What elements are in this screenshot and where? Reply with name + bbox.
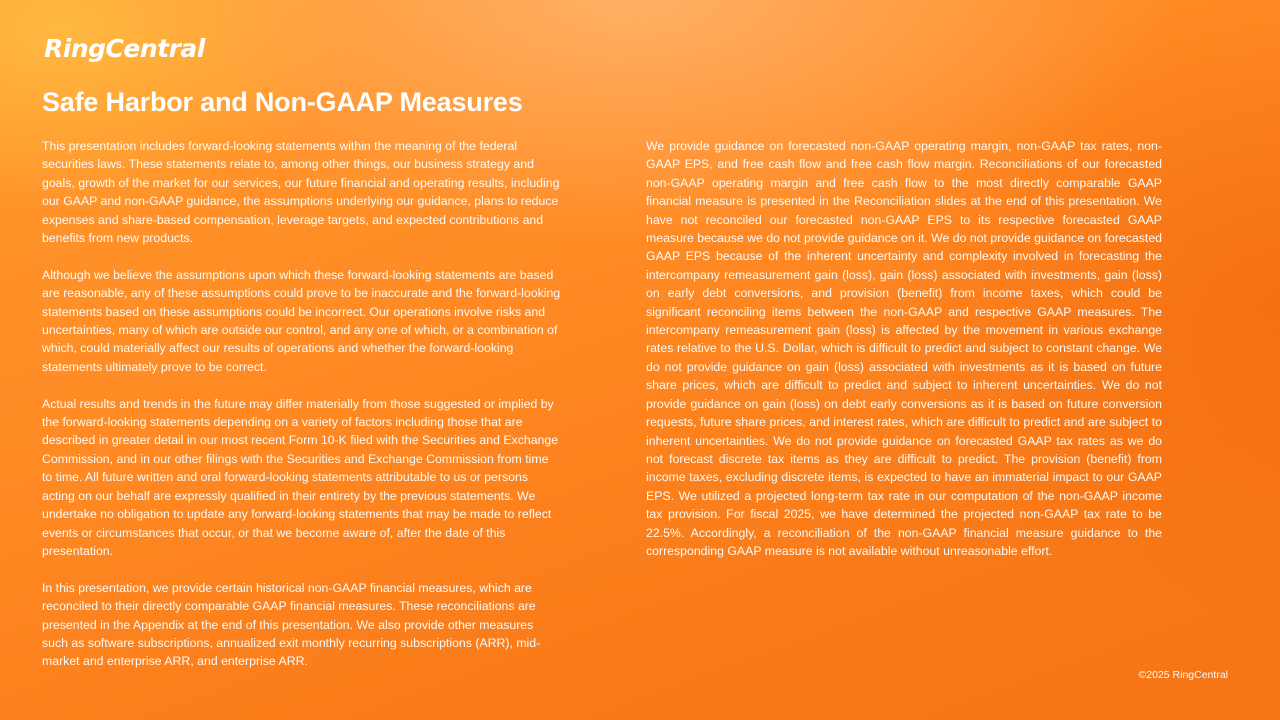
- page-title: Safe Harbor and Non-GAAP Measures: [42, 87, 523, 117]
- copyright-footer: ©2025 RingCentral: [1138, 669, 1228, 681]
- non-gaap-measures-paragraph: In this presentation, we provide certain historical non-GAAP financial measures, which are reconciled to their directly comparable GAAP financial measures. These reconciliations are presented in the Appendix at the end of this presentation. We also provide other measures such as software subscriptions, annualized exit monthly recurring subscriptions (ARR), mid-market and enterprise ARR, and enterprise ARR.: [42, 580, 541, 669]
- left-column: [42, 137, 562, 689]
- assumptions-paragraph: Although we believe the assumptions upon which these forward-looking statements are based are reasonable, any of these assumptions could prove to be inaccurate and the forward-looking statements based on these assumptions could be incorrect. Our operations involve risks and uncertainties, many of which are outside our control, and any one of which, or a combination of which, could materially affect our results of operations and whether the forward-looking statements ultimately prove to be correct.: [42, 267, 561, 374]
- guidance-paragraph: We provide guidance on forecasted non-GAAP operating margin, non-GAAP tax rates, non-GAAP EPS, and free cash flow and free cash flow margin. Reconciliations of our forecasted non-GAAP operating margin and free cash flow to the most directly comparable GAAP financial measure is presented in the Reconciliation slides at the end of this presentation. We have not reconciled our forecasted non-GAAP EPS to its respective forecasted GAAP measure because we do not provide guidance on it. We do not provide guidance on forecasted GAAP EPS because of the inherent uncertainty and complexity involved in forecasting the intercompany remeasurement gain (loss), gain (loss) associated with investments, gain (loss) on early debt conversions, and provision (benefit) from income taxes, which could be significant reconciling items between the non-GAAP and respective GAAP measures. The intercompany remeasurement gain (loss) is affected by the movement in various exchange rates relative to the U.S. Dollar, which is difficult to predict and subject to constant change. We do not provide guidance on gain (loss) associated with investments as it is based on future share prices, which are difficult to predict and subject to inherent uncertainties. We do not provide guidance on gain (loss) on debt early conversions as it is based on future conversion requests, future share prices, and interest rates, which are difficult to predict and are subject to inherent uncertainties. We do not provide guidance on forecasted GAAP tax rates as we do not forecast discrete tax items as they are difficult to predict. The provision (benefit) from income taxes, excluding discrete items, is expected to have an immaterial impact to our GAAP EPS. We utilized a projected long-term tax rate in our computation of the non-GAAP income tax provision. For fiscal 2025, we have determined the projected non-GAAP tax rate to be 22.5%. Accordingly, a reconciliation of the non-GAAP financial measure guidance to the corresponding GAAP measure is not available without unreasonable effort.: [646, 139, 1162, 558]
- forward-looking-paragraph: This presentation includes forward-looking statements within the meaning of the federal securities laws. These statements relate to, among other things, our business strategy and goals, growth of the market for our services, our future financial and operating results, including our GAAP and non-GAAP guidance, the assumptions underlying our guidance, plans to reduce expenses and share-based compensation, leverage targets, and expected contributions and benefits from new products.: [42, 139, 560, 246]
- actual-results-paragraph: Actual results and trends in the future may differ materially from those suggested or implied by the forward-looking statements depending on a variety of factors including those that are described in greater detail in our most recent Form 10-K filed with the Securities and Exchange Commission, and in our other filings with the Securities and Exchange Commission from time to time. All future written and oral forward-looking statements attributable to us or persons acting on our behalf are expressly qualified in their entirety by the previous statements. We undertake no obligation to update any forward-looking statements that may be made to reflect events or circumstances that occur, or that we become aware of, after the date of this presentation.: [42, 396, 559, 558]
- ringcentral-logo: RingCentral: [44, 34, 205, 63]
- right-column: [646, 137, 1162, 579]
